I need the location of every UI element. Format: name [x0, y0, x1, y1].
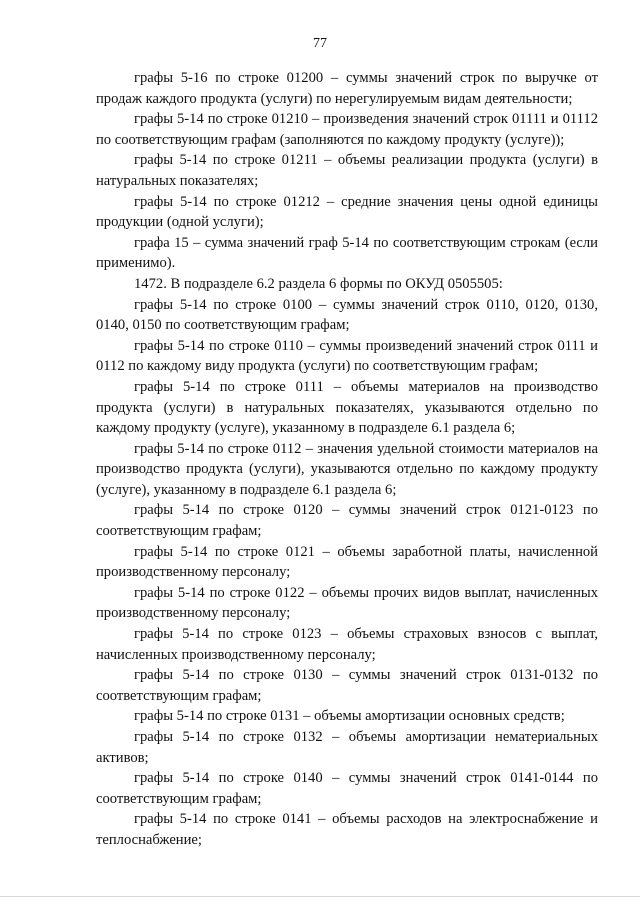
paragraph: графы 5-14 по строке 01211 – объемы реализации продукта (услуги) в натуральных показателях; [96, 152, 598, 189]
section-heading-paragraph: 1472. В подразделе 6.2 раздела 6 формы по ОКУД 0505505: [134, 275, 503, 292]
paragraph: графы 5-14 по строке 0140 – суммы значений строк 0141-0144 по соответствующим графам; [96, 770, 598, 807]
paragraph: графы 5-14 по строке 0100 – суммы значений строк 0110, 0120, 0130, 0140, 0150 по соответствующим графам; [96, 296, 598, 334]
paragraph: графы 5-14 по строке 0111 – объемы материалов на производство продукта (услуги) в натуральных показателях, указываются отдельно по каждому продукту (услуге), указанному в подразделе 6.1 раздела 6; [96, 378, 598, 437]
paragraph: графы 5-14 по строке 0120 – суммы значений строк 0121-0123 по соответствующим графам; [96, 502, 598, 540]
paragraph: графы 5-14 по строке 01210 – произведения значений строк 01111 и 01112 по соответствующим графам (заполняются по каждому продукту (услуге)); [96, 111, 598, 148]
paragraph: графы 5-14 по строке 0123 – объемы страховых взносов с выплат, начисленных производственному персоналу; [96, 626, 598, 663]
paragraph: графы 5-14 по строке 0130 – суммы значений строк 0131-0132 по соответствующим графам; [96, 667, 598, 704]
paragraph: графы 5-14 по строке 0112 – значения удельной стоимости материалов на производство продукта (услуги), указываются отдельно по каждому продукту (услуге), указанному в подразделе 6.1 раздела 6; [96, 440, 598, 498]
paragraph: графы 5-14 по строке 0132 – объемы амортизации нематериальных активов; [96, 729, 598, 766]
page-number: 77 [313, 36, 327, 51]
paragraph: графа 15 – сумма значений граф 5-14 по соответствующим строкам (если применимо). [96, 234, 598, 272]
body-text [96, 68, 598, 851]
paragraph: графы 5-14 по строке 0122 – объемы прочих видов выплат, начисленных производственному персоналу; [96, 584, 598, 622]
paragraph: графы 5-16 по строке 01200 – суммы значений строк по выручке от продаж каждого продукта (услуги) по нерегулируемым видам деятельности; [96, 70, 598, 107]
paragraph: графы 5-14 по строке 0121 – объемы заработной платы, начисленной производственному персоналу; [96, 543, 598, 581]
paragraph: графы 5-14 по строке 0141 – объемы расходов на электроснабжение и теплоснабжение; [96, 811, 598, 848]
paragraph: графы 5-14 по строке 0110 – суммы произведений значений строк 0111 и 0112 по каждому виду продукта (услуги) по соответствующим графам; [96, 337, 598, 375]
paragraph: графы 5-14 по строке 01212 – средние значения цены одной единицы продукции (одной услуги); [96, 193, 598, 231]
paragraph: графы 5-14 по строке 0131 – объемы амортизации основных средств; [134, 708, 565, 725]
page-bottom-edge [0, 896, 640, 897]
